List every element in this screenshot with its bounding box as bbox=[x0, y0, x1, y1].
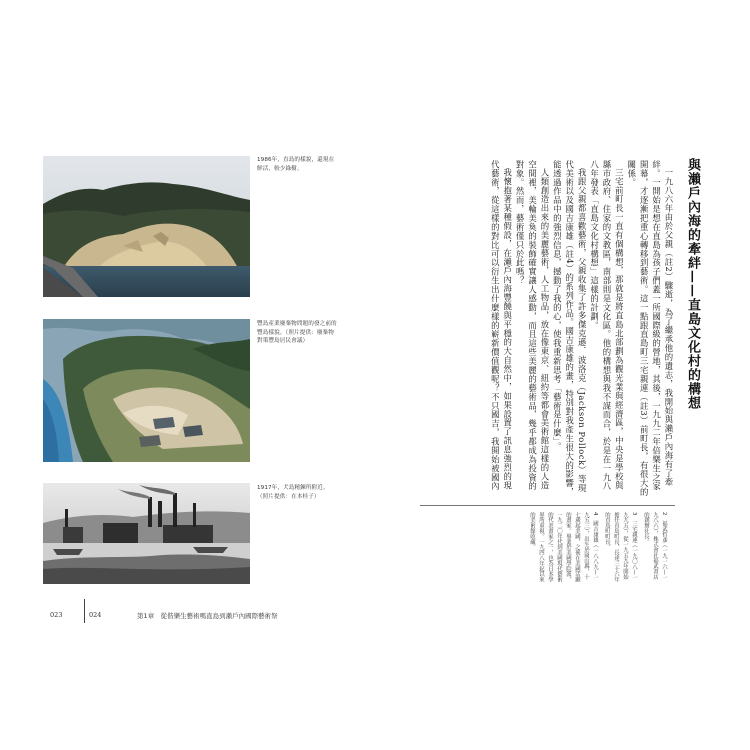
body-paragraph: 我跟父親都喜歡藝術，父親收集了許多傑克遜．波洛克（Jackson Pollock）等現代美術以及國吉康雄（註4）的系列作品。國吉康雄的畫，特別對我產生很大的影響，能透過作品中的強烈信息，撼動了我的心，使我重新思考「藝術是什麼」。 bbox=[552, 160, 588, 497]
running-chapter-title: 第1章 從偕樂生藝術嗎直島到瀨戶內國際藝術祭 bbox=[137, 612, 278, 620]
photo-2-caption: 豐島產業廢棄物問題的發之前的豐島樣貌。（照片提供：廢棄物對策豐島居民會議） bbox=[257, 321, 337, 345]
page-number-left: 023 bbox=[50, 611, 63, 619]
footer-divider bbox=[84, 599, 85, 623]
footnote: 4 國吉康雄（一八八九—一九五三），出生於岡山縣，十七歲起美國，之後在美國活躍的畫家。畢業於美國學院派，一九二〇年代到美國現代藝術的代表畫家之一，也為日本學界所重視。一九四八年起以來的美術館收藏。 bbox=[529, 512, 598, 583]
inujima-1917-photo bbox=[43, 483, 250, 584]
body-paragraph: 三宅前町長一直有個構想，那就是將直島北部劃為觀光業與經濟區，中央是學校與縣市政府、住家的文教區，南部則是文化區。他的構想與我不謀而合，於是在一九八八年發表「直島文化村構想」這樣的計劃。 bbox=[589, 160, 625, 491]
body-paragraph: 我懷抱著某種假設，在瀨戶內海豐饒與平穩的大自然中，如果設置了訊息強烈的現代藝術，從這樣的對比可以衍生出什麼樣的嶄新價值觀呢？不只國吉，我開始被國內 bbox=[490, 160, 513, 491]
footnote: 3 三宅親連（一九〇八—一九九五），從一九五九年開始擔任直島町長，長達三十六年的直島町町長。 bbox=[604, 512, 637, 583]
section-title: 與瀨戶內海的牽絆——直島文化村的構想 bbox=[685, 158, 700, 410]
photo-3-caption: 1917年，犬島精鍊所附近。（照片提供：在本桂子） bbox=[257, 485, 329, 500]
body-paragraph: 一九八六年由於父親（註2）驟逝，為了繼承他的遺志，我開始與瀨戶內海有了牽絆。一開始是想在直島為孩子們蓋一所國際級的營地，其後，一九九二年倍樂生之家開幕，才逐漸把重心轉移到藝術。這一點跟直島町三宅親連（註3）前町長，有很大的關係。 bbox=[626, 160, 674, 497]
photo-1-caption: 1986年，直島的樣貌，還現在鮮活，較少綠樹。 bbox=[257, 157, 335, 172]
page-number-right: 024 bbox=[89, 611, 102, 619]
body-paragraph: 人類創造出來的美麗藝術，人工物品，放在像東京、紐約等都會美術館這樣的人造空間裡，美輪美奐的裝飾確實讓人感動，而且這些美麗的藝術品，幾乎都成為投資的對象。然而，藝術僅只於此嗎？ bbox=[515, 160, 550, 491]
teshima-aerial-photo bbox=[43, 319, 250, 462]
footnotes bbox=[430, 512, 668, 584]
footnote: 2 福武哲彥（一九一六—一九八六），株式會社福武書店的創辦社長。 bbox=[643, 512, 667, 581]
body-text bbox=[409, 160, 675, 498]
notes-divider bbox=[420, 505, 675, 506]
naoshima-1986-photo bbox=[43, 156, 250, 297]
